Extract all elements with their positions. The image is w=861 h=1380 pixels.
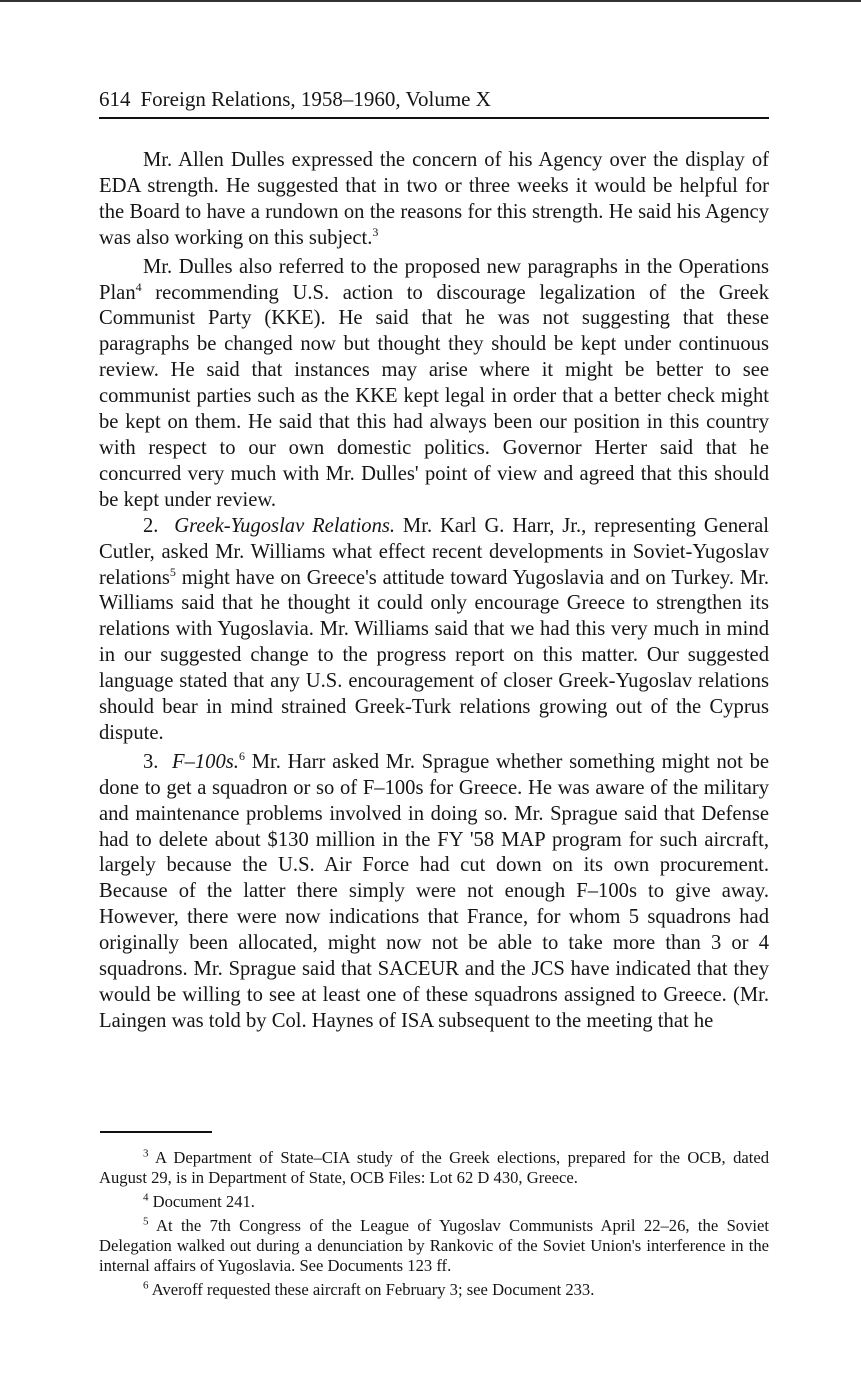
paragraph-dulles-kke	[99, 255, 769, 514]
paragraph-dulles-eda	[99, 148, 769, 252]
main-text	[99, 148, 769, 1035]
header-rule	[99, 117, 769, 119]
footnote-text: A Department of State–CIA study of the Greek elections, prepared for the OCB, dated August 29, is in Department of State, OCB Files: Lot 62 D 430, Greece.	[99, 1148, 769, 1187]
footnote-ref-3: 3	[372, 224, 379, 239]
footnote-ref-5: 5	[169, 564, 176, 579]
footnote-text: Averoff requested these aircraft on February 3; see Document 233.	[148, 1280, 595, 1299]
paragraph-text: Mr. Allen Dulles expressed the concern of his Agency over the display of EDA strength. He suggested that in two or three weeks it would be helpful for the Board to have a rundown on the reasons for this strength. He said his Agency was also working on this subject.	[99, 149, 769, 249]
paragraph-text: Mr. Harr asked Mr. Sprague whether something might not be done to get a squadron or so of F–100s for Greece. He was aware of the military and maintenance problems involved in doing so. Mr. Sprague said that Defense had to delete about $130 million in the FY '58 MAP program for such aircraft, largely because the U.S. Air Force had cut down on its own procurement. Because of the latter there simply were not enough F–100s to give away. However, there were now indications that France, for whom 5 squadrons had originally been allocated, might now not be able to take more than 3 or 4 squadrons. Mr. Sprague said that SACEUR and the JCS have indicated that they would be willing to see at least one of these squadrons assigned to Greece. (Mr. Laingen was told by Col. Haynes of ISA subsequent to the meeting that he	[99, 750, 770, 1032]
footnote-ref-4: 4	[135, 279, 142, 294]
item-number: 2.	[143, 514, 159, 537]
page-top-border	[0, 0, 861, 2]
footnote-3	[99, 1148, 769, 1188]
paragraph-greek-yugoslav	[99, 514, 769, 747]
footnote-number: 6	[143, 1279, 149, 1292]
page-number: 614	[99, 87, 131, 111]
item-number: 3.	[143, 750, 159, 773]
paragraph-text: recommending U.S. action to discourage legalization of the Greek Communist Party (KKE). He said that he was not suggesting that these paragraphs be changed now but thought they should be kept under continuous review. He said that instances may arise where it might be better to see communist parties such as the KKE kept legal in order that a better check might be kept on them. He said that this had always been our position in this country with respect to our own domestic politics. Governor Herter said that he concurred very much with Mr. Dulles' point of view and agreed that this should be kept under review.	[99, 281, 769, 511]
footnote-text: Document 241.	[148, 1192, 255, 1211]
section-heading: F–100s.	[172, 750, 239, 773]
running-title: Foreign Relations, 1958–1960, Volume X	[140, 87, 491, 111]
footnote-4	[99, 1192, 769, 1212]
paragraph-text: Mr. Dulles also referred to the proposed new paragraphs in the Operations Plan	[99, 255, 769, 304]
footnote-separator	[100, 1131, 212, 1133]
paragraph-text: Mr. Karl G. Harr, Jr., representing General Cutler, asked Mr. Williams what effect recent developments in Soviet-Yugoslav relations	[99, 514, 769, 589]
footnote-number: 5	[143, 1215, 149, 1228]
footnote-5	[99, 1216, 769, 1276]
footnotes	[99, 1148, 769, 1304]
paragraph-text: might have on Greece's attitude toward Yugoslavia and on Turkey. Mr. Williams said that he thought it could only encourage Greece to strengthen its relations with Yugoslavia. Mr. Williams said that we had this very much in mind in our suggested change to the progress report on this matter. Our suggested language stated that any U.S. encouragement of closer Greek-Yugoslav relations should bear in mind strained Greek-Turk relations growing out of the Cyprus dispute.	[99, 566, 769, 744]
running-header	[99, 86, 769, 112]
footnote-ref-6: 6	[238, 748, 245, 763]
section-heading: Greek-Yugoslav Relations.	[174, 514, 396, 537]
paragraph-f100s	[99, 750, 769, 1035]
footnote-number: 4	[143, 1191, 149, 1204]
footnote-text: At the 7th Congress of the League of Yugoslav Communists April 22–26, the Soviet Delegation walked out during a denunciation by Rankovic of the Soviet Union's interference in the internal affairs of Yugoslavia. See Documents 123 ff.	[99, 1216, 769, 1275]
footnote-6	[99, 1280, 769, 1300]
footnote-number: 3	[143, 1147, 149, 1160]
